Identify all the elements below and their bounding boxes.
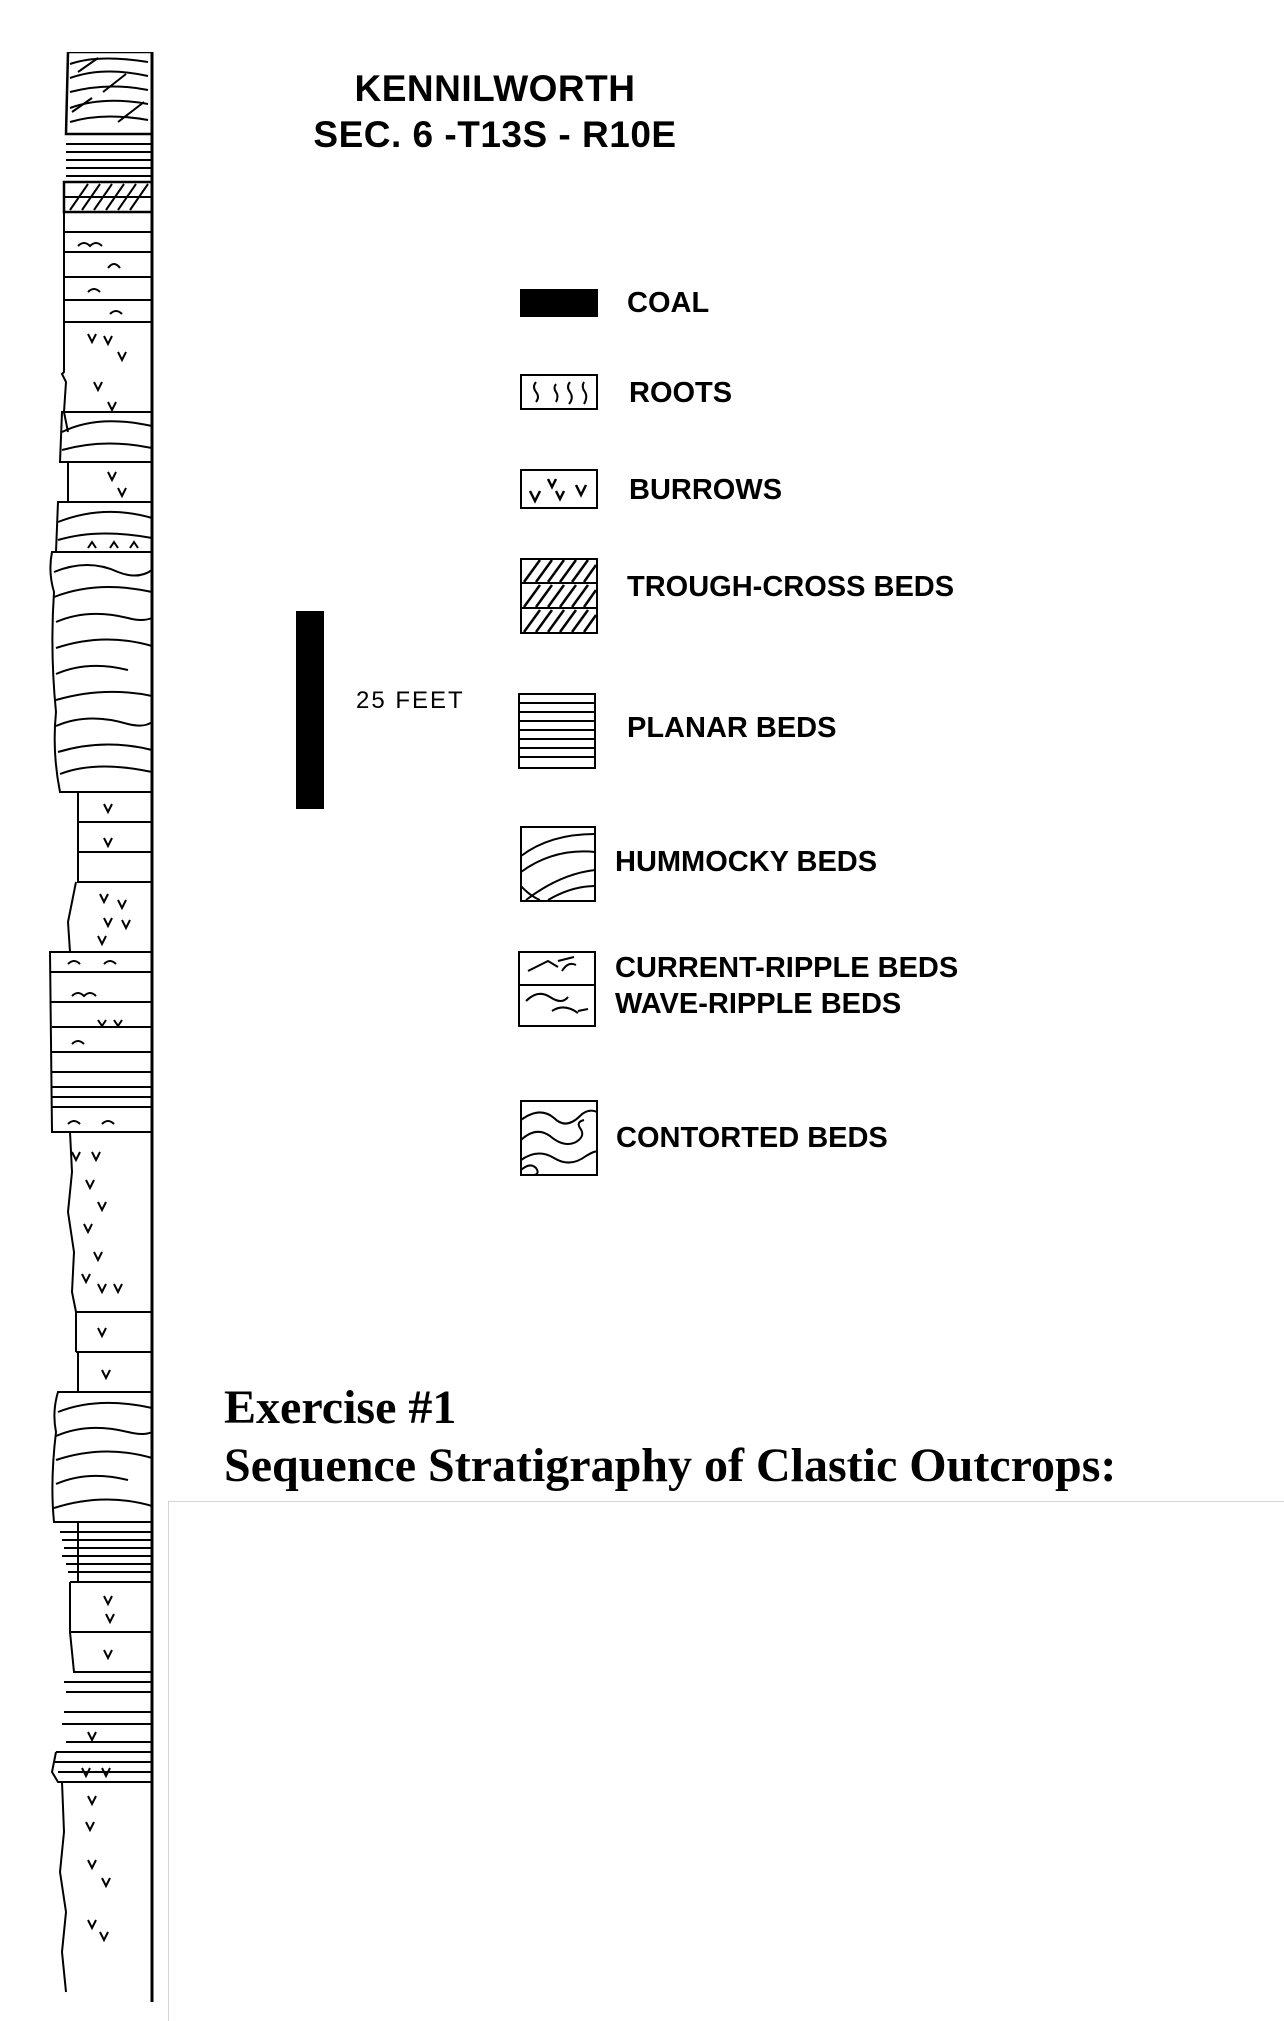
exercise-title: Sequence Stratigraphy of Clastic Outcrops: (224, 1439, 1117, 1492)
column-unit-hummocky-small (60, 412, 152, 462)
burrows-icon (520, 469, 598, 509)
column-unit-planar-lower (58, 1522, 152, 1582)
legend-label-hummocky: HUMMOCKY BEDS (615, 846, 878, 878)
planar-beds-icon (518, 693, 596, 769)
coal-icon (520, 289, 598, 317)
answer-panel (168, 1501, 1284, 2021)
column-unit-planar-top (64, 134, 152, 182)
column-unit-burrows-1 (62, 322, 152, 432)
column-unit-burrows-bottom (60, 1782, 110, 1992)
outcrop-title: KENNILWORTH (354, 68, 636, 109)
column-unit-trough-top (66, 52, 152, 134)
legend-label-trough-cross: TROUGH-CROSS BEDS (627, 571, 955, 603)
contorted-beds-icon (520, 1100, 598, 1176)
column-unit-trough-hatched (64, 182, 152, 212)
stratigraphic-column (48, 52, 160, 2002)
column-unit-burrows-2 (68, 462, 152, 502)
column-unit-hummocky-large (50, 552, 152, 792)
legend-label-coal: COAL (627, 287, 710, 319)
scale-bar (296, 611, 324, 809)
outcrop-location: SEC. 6 -T13S - R10E (313, 114, 677, 155)
column-unit-hummocky-2 (56, 502, 152, 552)
trough-cross-beds-icon (520, 558, 598, 634)
hummocky-beds-icon (520, 826, 596, 902)
legend-label-current-ripple: CURRENT-RIPPLE BEDS (615, 952, 959, 984)
column-unit-ripple-2 (50, 952, 152, 1132)
column-unit-hummocky-lower (52, 1392, 152, 1522)
legend-label-roots: ROOTS (629, 377, 733, 409)
legend-label-planar: PLANAR BEDS (627, 712, 837, 744)
legend-label-contorted: CONTORTED BEDS (616, 1122, 888, 1154)
column-unit-burrows-3 (66, 792, 152, 952)
column-unit-burrows-4 (68, 1132, 152, 1392)
roots-icon (520, 374, 598, 410)
legend-label-burrows: BURROWS (629, 474, 783, 506)
exercise-number: Exercise #1 (224, 1381, 457, 1434)
column-unit-ripple-1 (64, 212, 152, 322)
legend-label-wave-ripple: WAVE-RIPPLE BEDS (615, 988, 902, 1020)
column-unit-planar-bottom (52, 1682, 152, 1782)
column-unit-burrows-5 (70, 1582, 152, 1672)
ripple-beds-icon (518, 951, 596, 1027)
scale-bar-label: 25 FEET (356, 687, 465, 714)
